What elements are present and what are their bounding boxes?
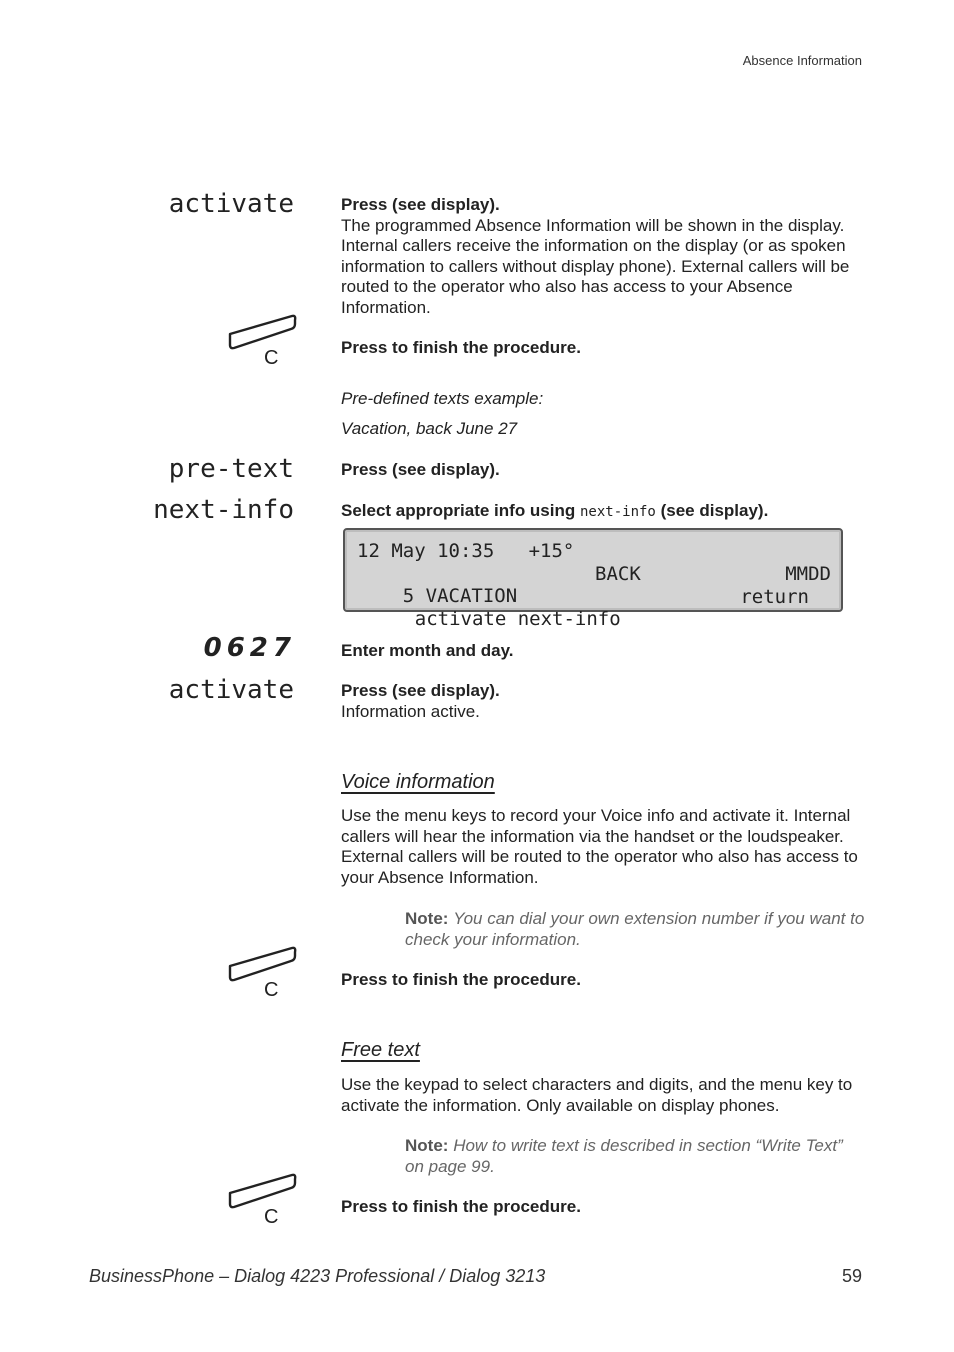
display-return: return: [740, 586, 809, 608]
digits-0627: 0627: [203, 633, 296, 663]
softkey-next-info: next-info: [153, 495, 294, 525]
nextinfo-code: next-info: [580, 504, 656, 520]
running-header: Absence Information: [742, 53, 862, 68]
step-body: The programmed Absence Information will be shown in the display. Internal callers receive the information on the display (or as spoken information to callers without display phone). External callers will be routed to the operator who also has access to your Absence Information.: [341, 215, 850, 317]
note-text-pre: How to write text is described in section: [453, 1136, 756, 1155]
nextinfo-post: (see display).: [660, 501, 769, 520]
softkey-pre-text: pre-text: [168, 454, 294, 484]
free-note: [405, 1136, 865, 1177]
note-label: Note:: [405, 909, 449, 928]
write-text-link[interactable]: “Write Text”: [755, 1136, 843, 1155]
step-activate2-text: [341, 681, 866, 722]
note-text: You can dial your own extension number if you want to check your information.: [405, 909, 865, 949]
clear-key-letter: C: [264, 979, 279, 1000]
display-back: BACK: [595, 563, 641, 585]
page-number: 59: [841, 1266, 862, 1286]
voice-body: Use the menu keys to record your Voice info and activate it. Internal callers will hear the information via the handset or the loudspeaker. External callers will be routed to the operator who also has access to your Absence Information.: [341, 806, 858, 887]
note-text-post: on page 99.: [405, 1156, 495, 1176]
clear-key-letter: C: [264, 347, 279, 368]
step-date-title: Enter month and day.: [341, 641, 514, 660]
note-label: Note:: [405, 1136, 449, 1155]
clear-key-icon: [226, 944, 298, 1000]
free-body: Use the keypad to select characters and digits, and the menu key to activate the information. Only available on display phones.: [341, 1075, 853, 1115]
example-value: Vacation, back June 27: [341, 419, 518, 438]
voice-note: [405, 909, 865, 950]
clear-key-icon: [226, 1171, 298, 1227]
free-heading: Free text: [341, 1039, 420, 1061]
softkey-activate: activate: [168, 189, 294, 219]
step-pretext-title: Press (see display).: [341, 460, 500, 479]
voice-finish-text: Press to finish the procedure.: [341, 970, 581, 989]
display-vacation: 5 VACATION: [402, 585, 518, 607]
finish-text: Press to finish the procedure.: [341, 338, 581, 357]
clear-key-icon: [226, 312, 298, 368]
softkey-activate-2: activate: [168, 675, 294, 705]
step-title: Press (see display).: [341, 195, 500, 214]
display-line-3: [357, 586, 831, 630]
step-title: Press (see display).: [341, 681, 500, 700]
display-softkeys: activate next-info: [414, 608, 621, 630]
nextinfo-pre: Select appropriate info using: [341, 501, 576, 520]
voice-heading: Voice information: [341, 771, 495, 793]
step-nextinfo-title: [341, 501, 866, 523]
display-mmdd: MMDD: [785, 563, 831, 585]
phone-display: [343, 528, 843, 630]
clear-key-letter: C: [264, 1206, 279, 1227]
step-activate-text: [341, 195, 866, 318]
free-finish-text: Press to finish the procedure.: [341, 1197, 581, 1216]
footer-title: BusinessPhone – Dialog 4223 Professional / Dialog 3213: [89, 1266, 546, 1286]
step-body: Information active.: [341, 701, 480, 721]
display-line-1: 12 May 10:35 +15°: [357, 540, 575, 562]
example-label: Pre-defined texts example:: [341, 389, 544, 408]
